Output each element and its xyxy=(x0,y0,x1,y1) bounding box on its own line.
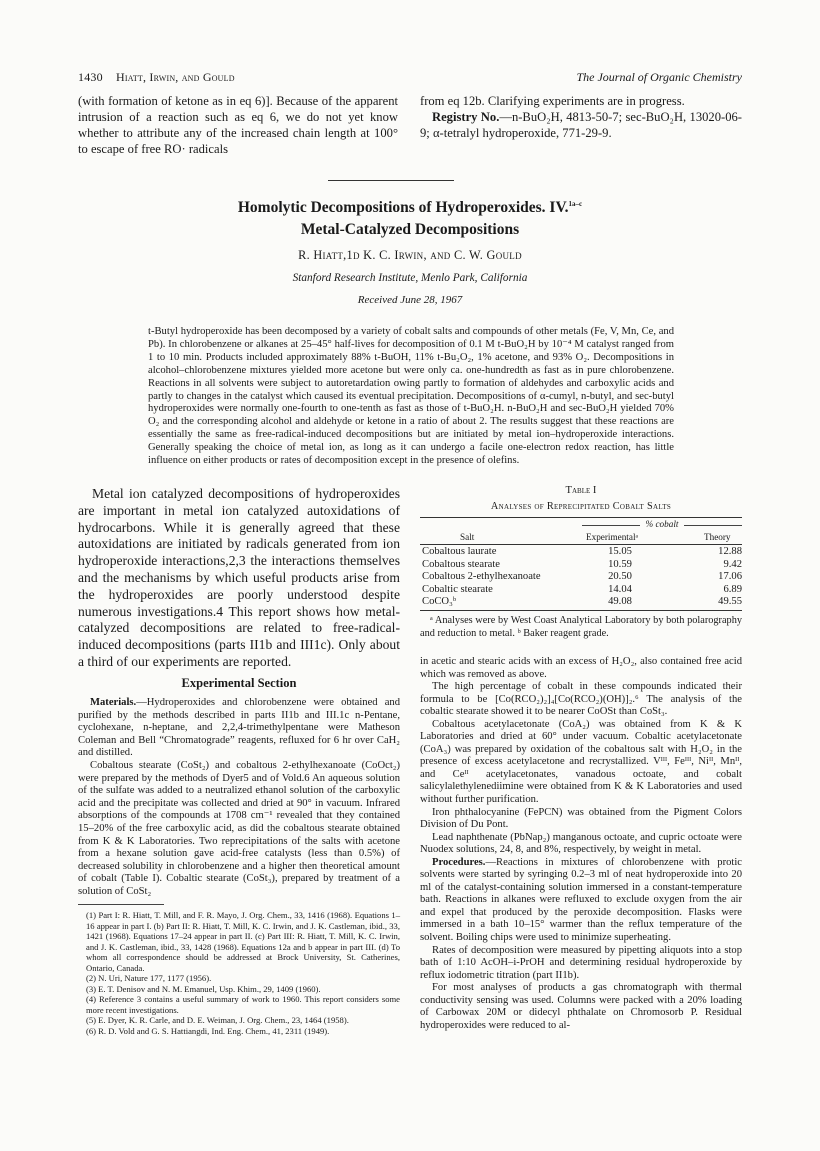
table-row xyxy=(420,584,742,597)
table-row xyxy=(420,546,742,559)
registry-text: —n-BuO₂H, 4813-50-7; sec-BuO₂H, 13020-06-9; α-tetralyl hydroperoxide, 771-29-9. xyxy=(420,110,742,140)
running-header-left xyxy=(78,70,235,85)
running-authors: Hiatt, Irwin, and Gould xyxy=(116,70,235,84)
article-authors: R. Hiatt,1d K. C. Irwin, and C. W. Gould xyxy=(298,248,522,262)
affiliation: Stanford Research Institute, Menlo Park, California xyxy=(292,272,528,284)
footnote: (6) R. D. Vold and G. S. Hattiangdi, Ind. Eng. Chem., 41, 2311 (1949). xyxy=(86,1025,330,1036)
table-footnote: ᵃ Analyses were by West Coast Analytical Laboratory by both polarography and reduction to metal. ᵇ Baker reagent grade. xyxy=(420,615,742,639)
paragraph: For most analyses of products a gas chromatograph with thermal conductivity sensing was used. Columns were packed with a 20% loading of Carbowax 20M or didecyl phthalate on Chromosorb P. Residual hydroperoxides were reduced to al- xyxy=(420,982,742,1031)
footnote: (5) E. Dyer, K. R. Carle, and D. E. Weiman, J. Org. Chem., 23, 1464 (1958). xyxy=(86,1015,349,1025)
paragraph: Lead naphthenate (PbNap₂) manganous octoate, and cupric octoate were Nuodex solutions, 24, 8, and 8%, respectively, by weight in metal. xyxy=(420,831,742,856)
table-row xyxy=(420,571,742,584)
table-top-rule xyxy=(420,517,742,518)
cell-experimental: 10.59 xyxy=(608,558,632,570)
col-header-theory: Theory xyxy=(704,532,731,542)
registry-numbers xyxy=(420,109,742,141)
introduction-paragraph: Metal ion catalyzed decompositions of hydroperoxides are important in metal ion catalyzed autoxidations of hydrocarbons. While it is generally agreed that these autoxidations are initiated by radicals generated from ion hydroperoxide interactions,2,3 the interactions themselves and the mechanisms by which useful products arise from the hydroperoxides are poorly understood despite numerous investigations.4 This report shows how metal-catalyzed decompositions are related to free-radical-induced decompositions (parts II1b and III1c). Only about a third of our experiments are reported. xyxy=(78,486,400,669)
abstract: t-Butyl hydroperoxide has been decomposed by a variety of cobalt salts and compounds of other metals (Fe, V, Mn, Ce, and Pb). In chlorobenzene or alkanes at 25–45° half-lives for decomposition of 0.1 M t-BuO₂H by 10⁻⁴ M catalyst ranged from 1 to 10 min. Products included approximately 88% t-BuOH, 11% t-Bu₂O₂, 1% acetone, and 93% O₂. Decompositions in alcohol–chlorobenzene mixtures yielded more acetone but were only ca. one-hundredth as fast as in pure chlorobenzene. Reactions in all solvents were subject to autoretardation owing partly to formation of aldehydes and carboxylic acids and partly to changes in the catalyst which caused its eventual precipitation. Decompositions of α-cumyl, n-butyl, and sec-butyl hydroperoxides were normally one-fourth to one-tenth as fast as those of t-BuO₂H. n-BuO₂H and sec-BuO₂H yielded 70% O₂ and the corresponding alcohol and aldehyde or ketone in a ratio of about 2. The results suggest that these reactions are essentially the same as free-radical-induced decompositions but are initiated by metal ion–hydroperoxide interactions. Generally speaking the choice of metal ion, as long as it can undergo a facile one-electron redox reaction, has little influence on either products or rates of decomposition except in the presence of olefins. xyxy=(148,326,674,467)
title-line-1: Homolytic Decompositions of Hydroperoxides. IV. xyxy=(237,199,569,216)
materials-paragraph xyxy=(78,697,400,760)
experimental-text xyxy=(78,697,400,899)
continued-text-left: (with formation of ketone as in eq 6)]. Because of the apparent intrusion of a reaction such as eq 6, we do not yet know whether to attribute any of the increased chain length at 100° to escape of free RO· radicals xyxy=(78,94,398,156)
table-bottom-rule xyxy=(420,610,742,611)
cell-salt: CoCO₃ᵇ xyxy=(422,596,457,607)
cell-experimental: 49.08 xyxy=(608,596,632,607)
footnote: (2) N. Uri, Nature 177, 1177 (1956). xyxy=(86,973,212,983)
title-superscript: 1a–c xyxy=(568,199,583,208)
article-title xyxy=(78,197,742,241)
journal-name: The Journal of Organic Chemistry xyxy=(576,70,742,84)
footnote: (1) Part I: R. Hiatt, T. Mill, and F. R. Mayo, J. Org. Chem., 33, 1416 (1968). Equations 1–16 appear in part I. (b) Part II: R. Hiatt, T. Mill, K. C. Irwin, and J. K. Castleman, ibid., 33, 1421 (1968). Equations 17–24 appear in part II. (c) Part III: R. Hiatt, T. Mill, K. C. Irwin, and J. K. Castleman, ibid., 33, 1428 (1968). Equations 12a and b appear in part III. (d) To whom all correspondence should be addressed at Brock University, St. Catherines, Ontario, Canada. xyxy=(86,910,400,973)
cell-theory: 49.55 xyxy=(718,596,742,607)
footnotes xyxy=(78,910,400,1036)
procedures-label: Procedures. xyxy=(432,856,486,868)
footnote: (3) E. T. Denisov and N. M. Emanuel, Usp. Khim., 29, 1409 (1960). xyxy=(86,983,321,994)
cell-theory: 17.06 xyxy=(718,571,742,582)
section-heading-experimental: Experimental Section xyxy=(181,676,297,690)
footnote-rule xyxy=(78,904,164,905)
cobalt-salts-paragraph: Cobaltous stearate (CoSt₂) and cobaltous 2-ethylhexanoate (CoOct₂) were prepared by the methods of Dyer5 and of Vold.6 An aqueous solution of the sulfate was added to a neutralized ethanol solution of the carboxylic acid and the precipitate was collected and dried at 90° in vacuum. Infrared absorptions of the compounds at 1708 cm⁻¹ revealed that they contained 15–20% of the free carboxylic acid, as did the cobaltous stearate obtained from K & K Laboratories. Two reprecipitations of the salts with acetone from a hexane solution gave acid-free catalysts (less than 0.5%) of decreased solubility in chlorobenzene and a higher then theoretical amount of cobalt (Table I). Cobaltic stearate (CoSt₃), prepared by treatment of a solution of CoSt₂ xyxy=(78,759,400,897)
registry-label: Registry No. xyxy=(432,110,500,124)
right-column-text xyxy=(420,656,742,1032)
footnote: (4) Reference 3 contains a useful summary of work to 1960. This report considers some more recent investigations. xyxy=(86,994,400,1015)
cell-salt: Cobaltous 2-ethylhexanoate xyxy=(422,571,541,582)
cell-theory: 9.42 xyxy=(723,558,742,570)
title-line-2: Metal-Catalyzed Decompositions xyxy=(300,221,520,238)
table-header-rule xyxy=(420,544,742,545)
paragraph: Rates of decomposition were measured by pipetting aliquots into a stop bath of 1:10 AcOH–i-PrOH and determining residual hydroperoxide by reflux iodometric titration (part II1b). xyxy=(420,944,742,981)
procedures-paragraph xyxy=(420,857,742,945)
cell-salt: Cobaltous stearate xyxy=(422,558,500,570)
materials-label: Materials. xyxy=(90,697,137,708)
group-header-label: % cobalt xyxy=(640,519,684,529)
paragraph: Iron phthalocyanine (FePCN) was obtained from the Pigment Colors Division of Du Pont. xyxy=(420,806,742,831)
cell-theory: 12.88 xyxy=(718,546,742,557)
cell-salt: Cobaltous laurate xyxy=(422,546,497,557)
table-title: Analyses of Reprecipitated Cobalt Salts xyxy=(490,501,672,512)
cell-experimental: 20.50 xyxy=(608,571,632,582)
page-number: 1430 xyxy=(78,70,103,84)
continued-text-right xyxy=(420,93,742,141)
table-row xyxy=(420,596,742,609)
table-row xyxy=(420,559,742,572)
cell-experimental: 15.05 xyxy=(608,546,632,557)
materials-text: —Hydroperoxides and chlorobenzene were obtained and purified by the methods described in parts II1b and III.1c n-Pentane, cyclohexane, n-heptane, and 2,2,4-trimethylpentane were Matheson Coleman and Bell “Chromatograde” reagents, refluxed for 6 hr over CaH₂ and distilled. xyxy=(78,697,400,759)
cell-experimental: 14.04 xyxy=(608,583,632,595)
paragraph: Cobaltous acetylacetonate (CoA₂) was obtained from K & K Laboratories and dried at 60° under vacuum. Cobaltic acetylacetonate (CoA₃) was prepared by oxidation of the cobaltous salt with H₂O₂ in the presence of excess acetylacetone and recrystallized. Vᴵᴵᴵ, Feᴵᴵᴵ, Niᴵᴵ, Mnᴵᴵ, and Ceᴵᴵ acetylacetonates, vanadous octoate, and cobalt salicylalethylenediimine were obtained from K & K Laboratories and used without further purification. xyxy=(420,718,742,806)
table-body xyxy=(420,546,742,609)
col-header-salt: Salt xyxy=(460,532,475,542)
continued-paragraph: from eq 12b. Clarifying experiments are in progress. xyxy=(420,94,685,108)
received-date: Received June 28, 1967 xyxy=(357,294,463,306)
col-header-experimental: Experimentalᵃ xyxy=(586,532,639,542)
cell-salt: Cobaltic stearate xyxy=(422,583,493,595)
procedures-text: —Reactions in mixtures of chlorobenzene with protic solvents were started by syringing 0.2–3 ml of neat hydroperoxide into 20 ml of the catalyst-containing solution immersed in a constant-temperature bath. Reactions in alkanes were refluxed to exclude oxygen from the air and expel that produced by the peroxide decomposition. Flasks were immersed in a bath 10–15° warmer than the reflux temperature of the solvent. Boiling chips were used to minimize superheating. xyxy=(420,856,742,944)
cell-theory: 6.89 xyxy=(723,583,742,595)
table-label: Table I xyxy=(565,485,597,496)
paragraph: in acetic and stearic acids with an excess of H₂O₂, also contained free acid which was removed as above. xyxy=(420,656,742,680)
article-separator-rule xyxy=(328,180,454,181)
paragraph: The high percentage of cobalt in these compounds indicated their formula to be [Co(RCO₂)₂]₄[Co(RCO₂)(OH)]₂.⁶ The analysis of the cobaltic stearate showed it to be nearer CoOSt than CoSt₃. xyxy=(420,681,742,718)
